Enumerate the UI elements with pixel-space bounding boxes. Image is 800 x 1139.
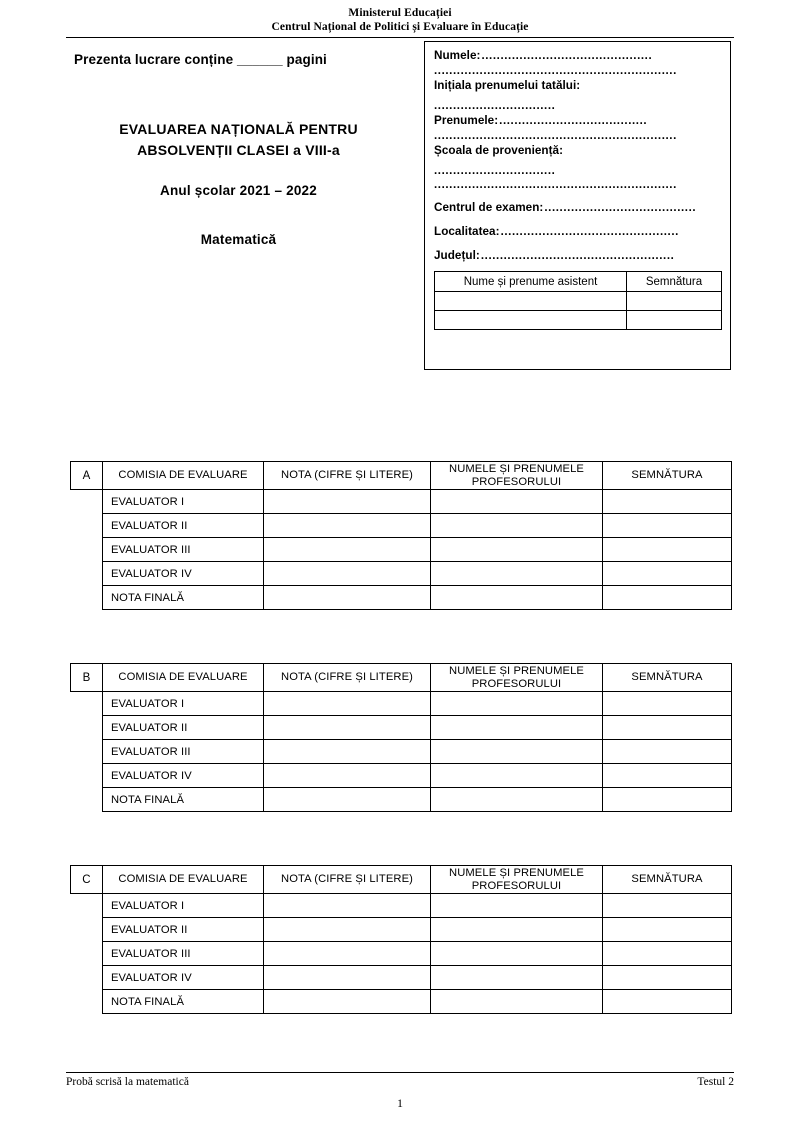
table-header-row <box>71 462 732 490</box>
table-row <box>71 692 732 716</box>
field-localitatea-label: Localitatea: <box>434 225 500 238</box>
assistant-signature-table <box>434 271 722 330</box>
cell-nume[interactable] <box>431 942 603 966</box>
row-label-evaluator-4: EVALUATOR IV <box>103 562 264 586</box>
assistant-table-row <box>435 311 722 330</box>
cell-nota[interactable] <box>264 788 431 812</box>
field-initiala-tatalui <box>434 78 723 93</box>
header-semnatura: SEMNĂTURA <box>603 462 732 490</box>
ministry-header <box>0 6 800 34</box>
spacer-cell <box>71 586 103 610</box>
cell-nume[interactable] <box>431 692 603 716</box>
spacer-cell <box>71 918 103 942</box>
field-numele-label: Numele: <box>434 49 481 62</box>
spacer <box>434 216 723 224</box>
cell-nota[interactable] <box>264 692 431 716</box>
cell-nota[interactable] <box>264 514 431 538</box>
cell-semnatura[interactable] <box>603 514 732 538</box>
cell-nota[interactable] <box>264 716 431 740</box>
spacer-cell <box>71 514 103 538</box>
field-localitatea <box>434 224 723 240</box>
header-divider <box>66 37 734 38</box>
field-prenumele-dots[interactable]: ....................................... <box>499 115 648 127</box>
candidate-info-box <box>424 41 731 370</box>
cell-nume[interactable] <box>431 764 603 788</box>
header-nota: NOTA (CIFRE ȘI LITERE) <box>264 462 431 490</box>
table-row <box>71 990 732 1014</box>
cell-nume[interactable] <box>431 788 603 812</box>
footer-left-text: Probă scrisă la matematică <box>66 1076 189 1088</box>
table-row <box>71 562 732 586</box>
spacer-cell <box>71 692 103 716</box>
row-label-evaluator-3: EVALUATOR III <box>103 740 264 764</box>
field-localitatea-dots[interactable]: ............................................... <box>500 226 679 238</box>
row-label-evaluator-4: EVALUATOR IV <box>103 764 264 788</box>
field-centru-examen-dots[interactable]: ........................................ <box>544 202 697 214</box>
field-scoala-provenienta <box>434 143 723 158</box>
spacer-cell <box>71 942 103 966</box>
field-scoala-dots-line1[interactable]: ................................ <box>434 165 556 177</box>
row-label-evaluator-1: EVALUATOR I <box>103 692 264 716</box>
table-row <box>71 764 732 788</box>
cell-semnatura[interactable] <box>603 490 732 514</box>
cell-semnatura[interactable] <box>603 966 732 990</box>
table-row <box>71 740 732 764</box>
cell-nota[interactable] <box>264 990 431 1014</box>
cell-nota[interactable] <box>264 562 431 586</box>
spacer-cell <box>71 966 103 990</box>
evaluation-table-a <box>70 461 732 610</box>
header-nume-profesor <box>431 664 603 692</box>
field-prenumele <box>434 113 723 129</box>
row-label-evaluator-2: EVALUATOR II <box>103 918 264 942</box>
cell-semnatura[interactable] <box>603 740 732 764</box>
header-nume-profesor <box>431 866 603 894</box>
header-nume-profesor-line2: PROFESORULUI <box>471 475 562 488</box>
table-row <box>71 966 732 990</box>
cell-nume[interactable] <box>431 716 603 740</box>
spacer-cell <box>71 740 103 764</box>
field-prenumele-label: Prenumele: <box>434 114 499 127</box>
cell-nume[interactable] <box>431 918 603 942</box>
field-numele <box>434 48 723 64</box>
table-row <box>71 894 732 918</box>
page-number: 1 <box>397 1096 403 1110</box>
cell-semnatura[interactable] <box>603 894 732 918</box>
cell-nota[interactable] <box>264 942 431 966</box>
cell-semnatura[interactable] <box>603 918 732 942</box>
spacer-cell <box>71 990 103 1014</box>
school-year: Anul școlar 2021 – 2022 <box>160 183 317 198</box>
row-label-nota-finala: NOTA FINALĂ <box>103 990 264 1014</box>
cell-nume[interactable] <box>431 514 603 538</box>
evaluation-table-b <box>70 663 732 812</box>
assistant-signature-cell[interactable] <box>627 311 722 330</box>
ministry-header-line2: Centrul Național de Politici și Evaluare în Educație <box>271 21 529 33</box>
row-label-evaluator-1: EVALUATOR I <box>103 894 264 918</box>
field-scoala-provenienta-label: Școala de proveniență: <box>434 144 564 157</box>
spacer <box>434 240 723 248</box>
row-label-evaluator-3: EVALUATOR III <box>103 942 264 966</box>
exam-title-block <box>66 52 411 247</box>
table-header-row <box>71 866 732 894</box>
cell-semnatura[interactable] <box>603 716 732 740</box>
spacer-cell <box>71 894 103 918</box>
table-row <box>71 514 732 538</box>
table-row <box>71 538 732 562</box>
header-nume-profesor <box>431 462 603 490</box>
header-comisia: COMISIA DE EVALUARE <box>103 664 264 692</box>
field-initiala-tatalui-label: Inițiala prenumelui tatălui: <box>434 79 581 92</box>
cell-nota[interactable] <box>264 490 431 514</box>
cell-semnatura[interactable] <box>603 990 732 1014</box>
cell-nota[interactable] <box>264 764 431 788</box>
table-row <box>71 788 732 812</box>
field-numele-dots[interactable]: ............................................. <box>481 50 653 62</box>
spacer-cell <box>71 538 103 562</box>
ministry-header-line1: Ministerul Educației <box>348 7 452 19</box>
footer-divider <box>66 1072 734 1073</box>
cell-semnatura[interactable] <box>603 586 732 610</box>
cell-nota[interactable] <box>264 538 431 562</box>
cell-nume[interactable] <box>431 586 603 610</box>
row-label-evaluator-2: EVALUATOR II <box>103 716 264 740</box>
spacer-cell <box>71 716 103 740</box>
exam-title-line2: ABSOLVENȚII CLASEI a VIII-a <box>137 142 340 158</box>
spacer-cell <box>71 788 103 812</box>
cell-nume[interactable] <box>431 990 603 1014</box>
spacer-cell <box>71 764 103 788</box>
table-header-row <box>71 664 732 692</box>
spacer <box>434 192 723 200</box>
cell-semnatura[interactable] <box>603 764 732 788</box>
table-row <box>71 490 732 514</box>
row-label-evaluator-2: EVALUATOR II <box>103 514 264 538</box>
field-initiala-tatalui-dots[interactable]: ................................ <box>434 100 556 112</box>
header-nume-profesor-line2: PROFESORULUI <box>471 677 562 690</box>
row-label-nota-finala: NOTA FINALĂ <box>103 788 264 812</box>
field-judetul-dots[interactable]: ................................................... <box>480 250 675 262</box>
header-nume-profesor-line1: NUMELE ȘI PRENUMELE <box>449 867 584 879</box>
header-nota: NOTA (CIFRE ȘI LITERE) <box>264 866 431 894</box>
table-row <box>71 942 732 966</box>
header-semnatura: SEMNĂTURA <box>603 664 732 692</box>
cell-semnatura[interactable] <box>603 942 732 966</box>
pages-count-line: Prezenta lucrare conține ______ pagini <box>74 52 327 67</box>
assistant-header-signature: Semnătura <box>627 272 722 292</box>
assistant-table-row <box>435 292 722 311</box>
header-comisia: COMISIA DE EVALUARE <box>103 462 264 490</box>
header-nume-profesor-line1: NUMELE ȘI PRENUMELE <box>449 665 584 677</box>
field-centru-examen-label: Centrul de examen: <box>434 201 544 214</box>
assistant-name-cell[interactable] <box>435 292 627 311</box>
table-id-b: B <box>71 664 103 692</box>
assistant-table-header-row <box>435 272 722 292</box>
cell-semnatura[interactable] <box>603 692 732 716</box>
cell-semnatura[interactable] <box>603 538 732 562</box>
table-row <box>71 586 732 610</box>
field-judetul-label: Județul: <box>434 249 480 262</box>
cell-nume[interactable] <box>431 562 603 586</box>
cell-nota[interactable] <box>264 894 431 918</box>
cell-nota[interactable] <box>264 966 431 990</box>
cell-nota[interactable] <box>264 586 431 610</box>
spacer-cell <box>71 562 103 586</box>
spacer-cell <box>71 490 103 514</box>
table-id-a: A <box>71 462 103 490</box>
evaluation-table-c <box>70 865 732 1014</box>
table-id-c: C <box>71 866 103 894</box>
exam-title-line1: EVALUAREA NAȚIONALĂ PENTRU <box>119 121 358 137</box>
field-scoala-dots-line2[interactable]: ................................................................ <box>434 179 677 191</box>
assistant-name-cell[interactable] <box>435 311 627 330</box>
cell-semnatura[interactable] <box>603 788 732 812</box>
assistant-signature-cell[interactable] <box>627 292 722 311</box>
header-nume-profesor-line1: NUMELE ȘI PRENUMELE <box>449 463 584 475</box>
cell-nume[interactable] <box>431 894 603 918</box>
cell-nota[interactable] <box>264 918 431 942</box>
exam-title <box>66 119 411 161</box>
header-nume-profesor-line2: PROFESORULUI <box>471 879 562 892</box>
table-row <box>71 918 732 942</box>
assistant-header-name: Nume și prenume asistent <box>435 272 627 292</box>
cell-nota[interactable] <box>264 740 431 764</box>
cell-nume[interactable] <box>431 538 603 562</box>
row-label-evaluator-3: EVALUATOR III <box>103 538 264 562</box>
cell-nume[interactable] <box>431 966 603 990</box>
footer-right-text: Testul 2 <box>697 1076 734 1088</box>
field-centru-examen <box>434 200 723 216</box>
row-label-evaluator-4: EVALUATOR IV <box>103 966 264 990</box>
cell-nume[interactable] <box>431 490 603 514</box>
subject-name: Matematică <box>200 232 277 247</box>
cell-nume[interactable] <box>431 740 603 764</box>
field-numele-dots-line2[interactable]: ................................................................ <box>434 65 677 77</box>
row-label-evaluator-1: EVALUATOR I <box>103 490 264 514</box>
field-prenumele-dots-line2[interactable]: ................................................................ <box>434 130 677 142</box>
header-semnatura: SEMNĂTURA <box>603 866 732 894</box>
field-judetul <box>434 248 723 264</box>
header-comisia: COMISIA DE EVALUARE <box>103 866 264 894</box>
row-label-nota-finala: NOTA FINALĂ <box>103 586 264 610</box>
table-row <box>71 716 732 740</box>
header-nota: NOTA (CIFRE ȘI LITERE) <box>264 664 431 692</box>
cell-semnatura[interactable] <box>603 562 732 586</box>
